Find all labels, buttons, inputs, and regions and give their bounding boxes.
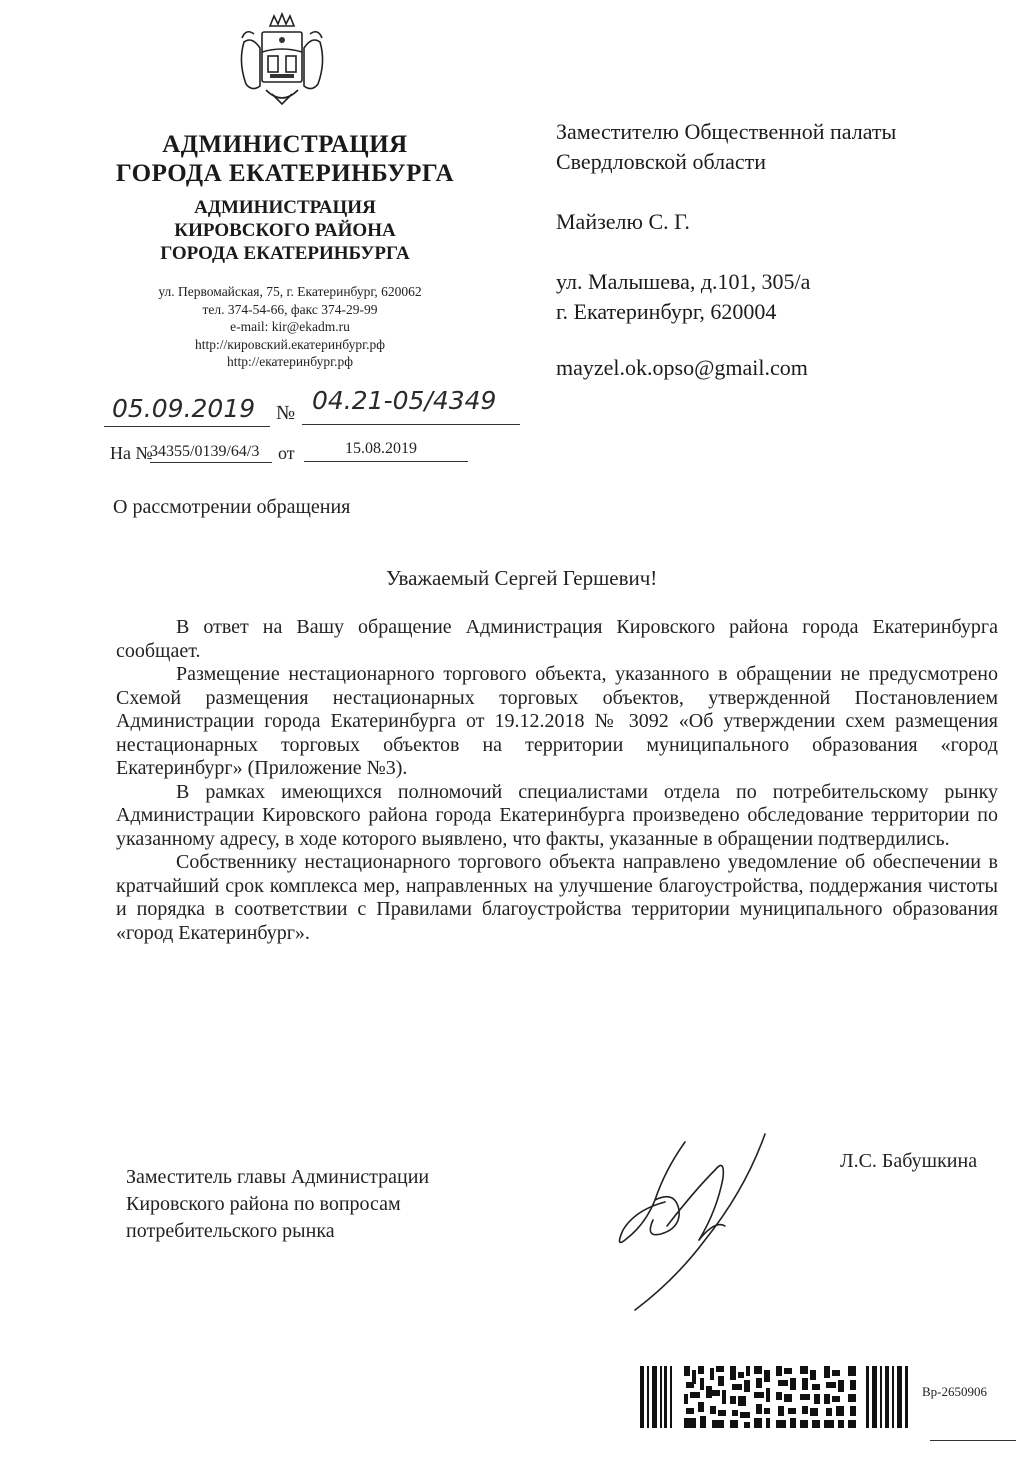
recipient-email: mayzel.ok.opso@gmail.com (556, 355, 808, 380)
reference-date-label: от (278, 443, 295, 463)
recipient-block (556, 117, 1016, 383)
reference-number: 34355/0139/64/3 (150, 443, 260, 460)
reference-date-underline (304, 461, 468, 462)
coat-of-arms-emblem (232, 12, 332, 110)
org-name-line1: АДМИНИСТРАЦИЯ (162, 131, 408, 158)
contacts-block (110, 283, 470, 371)
contact-email: e-mail: kir@ekadm.ru (230, 319, 350, 335)
contact-website-district: http://кировский.екатеринбург.рф (194, 336, 386, 352)
contact-address: ул. Первомайская, 75, г. Екатеринбург, 620062 (158, 284, 422, 299)
outgoing-date: 05.09.2019 (112, 394, 256, 423)
letter-body (116, 616, 998, 945)
document-barcode (640, 1366, 910, 1428)
signatory-position-line2: Кировского района по вопросам (126, 1193, 401, 1215)
district-name-line2: КИРОВСКОГО РАЙОНА (174, 220, 396, 241)
recipient-address-line2: г. Екатеринбург, 620004 (556, 299, 777, 324)
reference-date: 15.08.2019 (345, 440, 417, 457)
recipient-name: Майзелю С. Г. (556, 209, 690, 234)
greeting: Уважаемый Сергей Гершевич! (386, 566, 658, 590)
district-name (100, 196, 470, 265)
body-paragraph: В рамках имеющихся полномочий специалистами отдела по потребительскому рынку Администрации Кировского района города Екатеринбурга произведено обследование территории по указанному адресу, в ходе которого выявлено, что факты, указанные в обращении подтвердились. (116, 780, 998, 850)
body-paragraph: Собственнику нестационарного торгового объекта направлено уведомление об обеспечении в кратчайший срок комплекса мер, направленных на улучшение благоустройства, поддержания чистоты и порядка в соответствии с Правилами благоустройства территории муниципального образования «город Екатеринбург». (116, 851, 998, 944)
outgoing-number-underline (302, 424, 520, 425)
recipient-position-line2: Свердловской области (556, 149, 766, 174)
outgoing-number-label: № (276, 402, 296, 424)
registration-code: Вр-2650906 (922, 1384, 987, 1399)
body-paragraph: Размещение нестационарного торгового объекта, указанного в обращении не предусмотрено Схемой размещения нестационарных торговых объектов, утвержденной Постановлением Администрации города Екатеринбурга от 19.12.2018 № 3092 «Об утверждении схем размещения нестационарных торговых объектов на территории муниципального образования «город Екатеринбург» (Приложение №3). (116, 663, 998, 779)
contact-website-city: http://екатеринбург.рф (226, 354, 354, 370)
district-name-line1: АДМИНИСТРАЦИЯ (194, 197, 376, 218)
footer-rule (930, 1440, 1016, 1441)
district-name-line3: ГОРОДА ЕКАТЕРИНБУРГА (160, 243, 410, 264)
recipient-address-line1: ул. Малышева, д.101, 305/а (556, 269, 811, 294)
signatory-name: Л.С. Бабушкина (840, 1150, 978, 1172)
reference-number-label: На № (110, 443, 153, 463)
body-paragraph: В ответ на Вашу обращение Администрация Кировского района города Екатеринбурга сообщает. (116, 616, 998, 662)
letter-subject: О рассмотрении обращения (113, 496, 351, 518)
signatory-position (126, 1164, 429, 1245)
contact-phone: тел. 374-54-66, факс 374-29-99 (202, 301, 378, 317)
recipient-position-line1: Заместителю Общественной палаты (556, 119, 897, 144)
org-name (100, 130, 470, 188)
outgoing-number: 04.21-05/4349 (312, 386, 497, 415)
reference-number-underline (150, 462, 272, 463)
handwritten-signature (595, 1130, 785, 1320)
signatory-position-line3: потребительского рынка (126, 1220, 335, 1242)
signatory-position-line1: Заместитель главы Администрации (126, 1166, 430, 1188)
org-name-line2: ГОРОДА ЕКАТЕРИНБУРГА (115, 160, 455, 187)
outgoing-date-underline (104, 426, 270, 427)
